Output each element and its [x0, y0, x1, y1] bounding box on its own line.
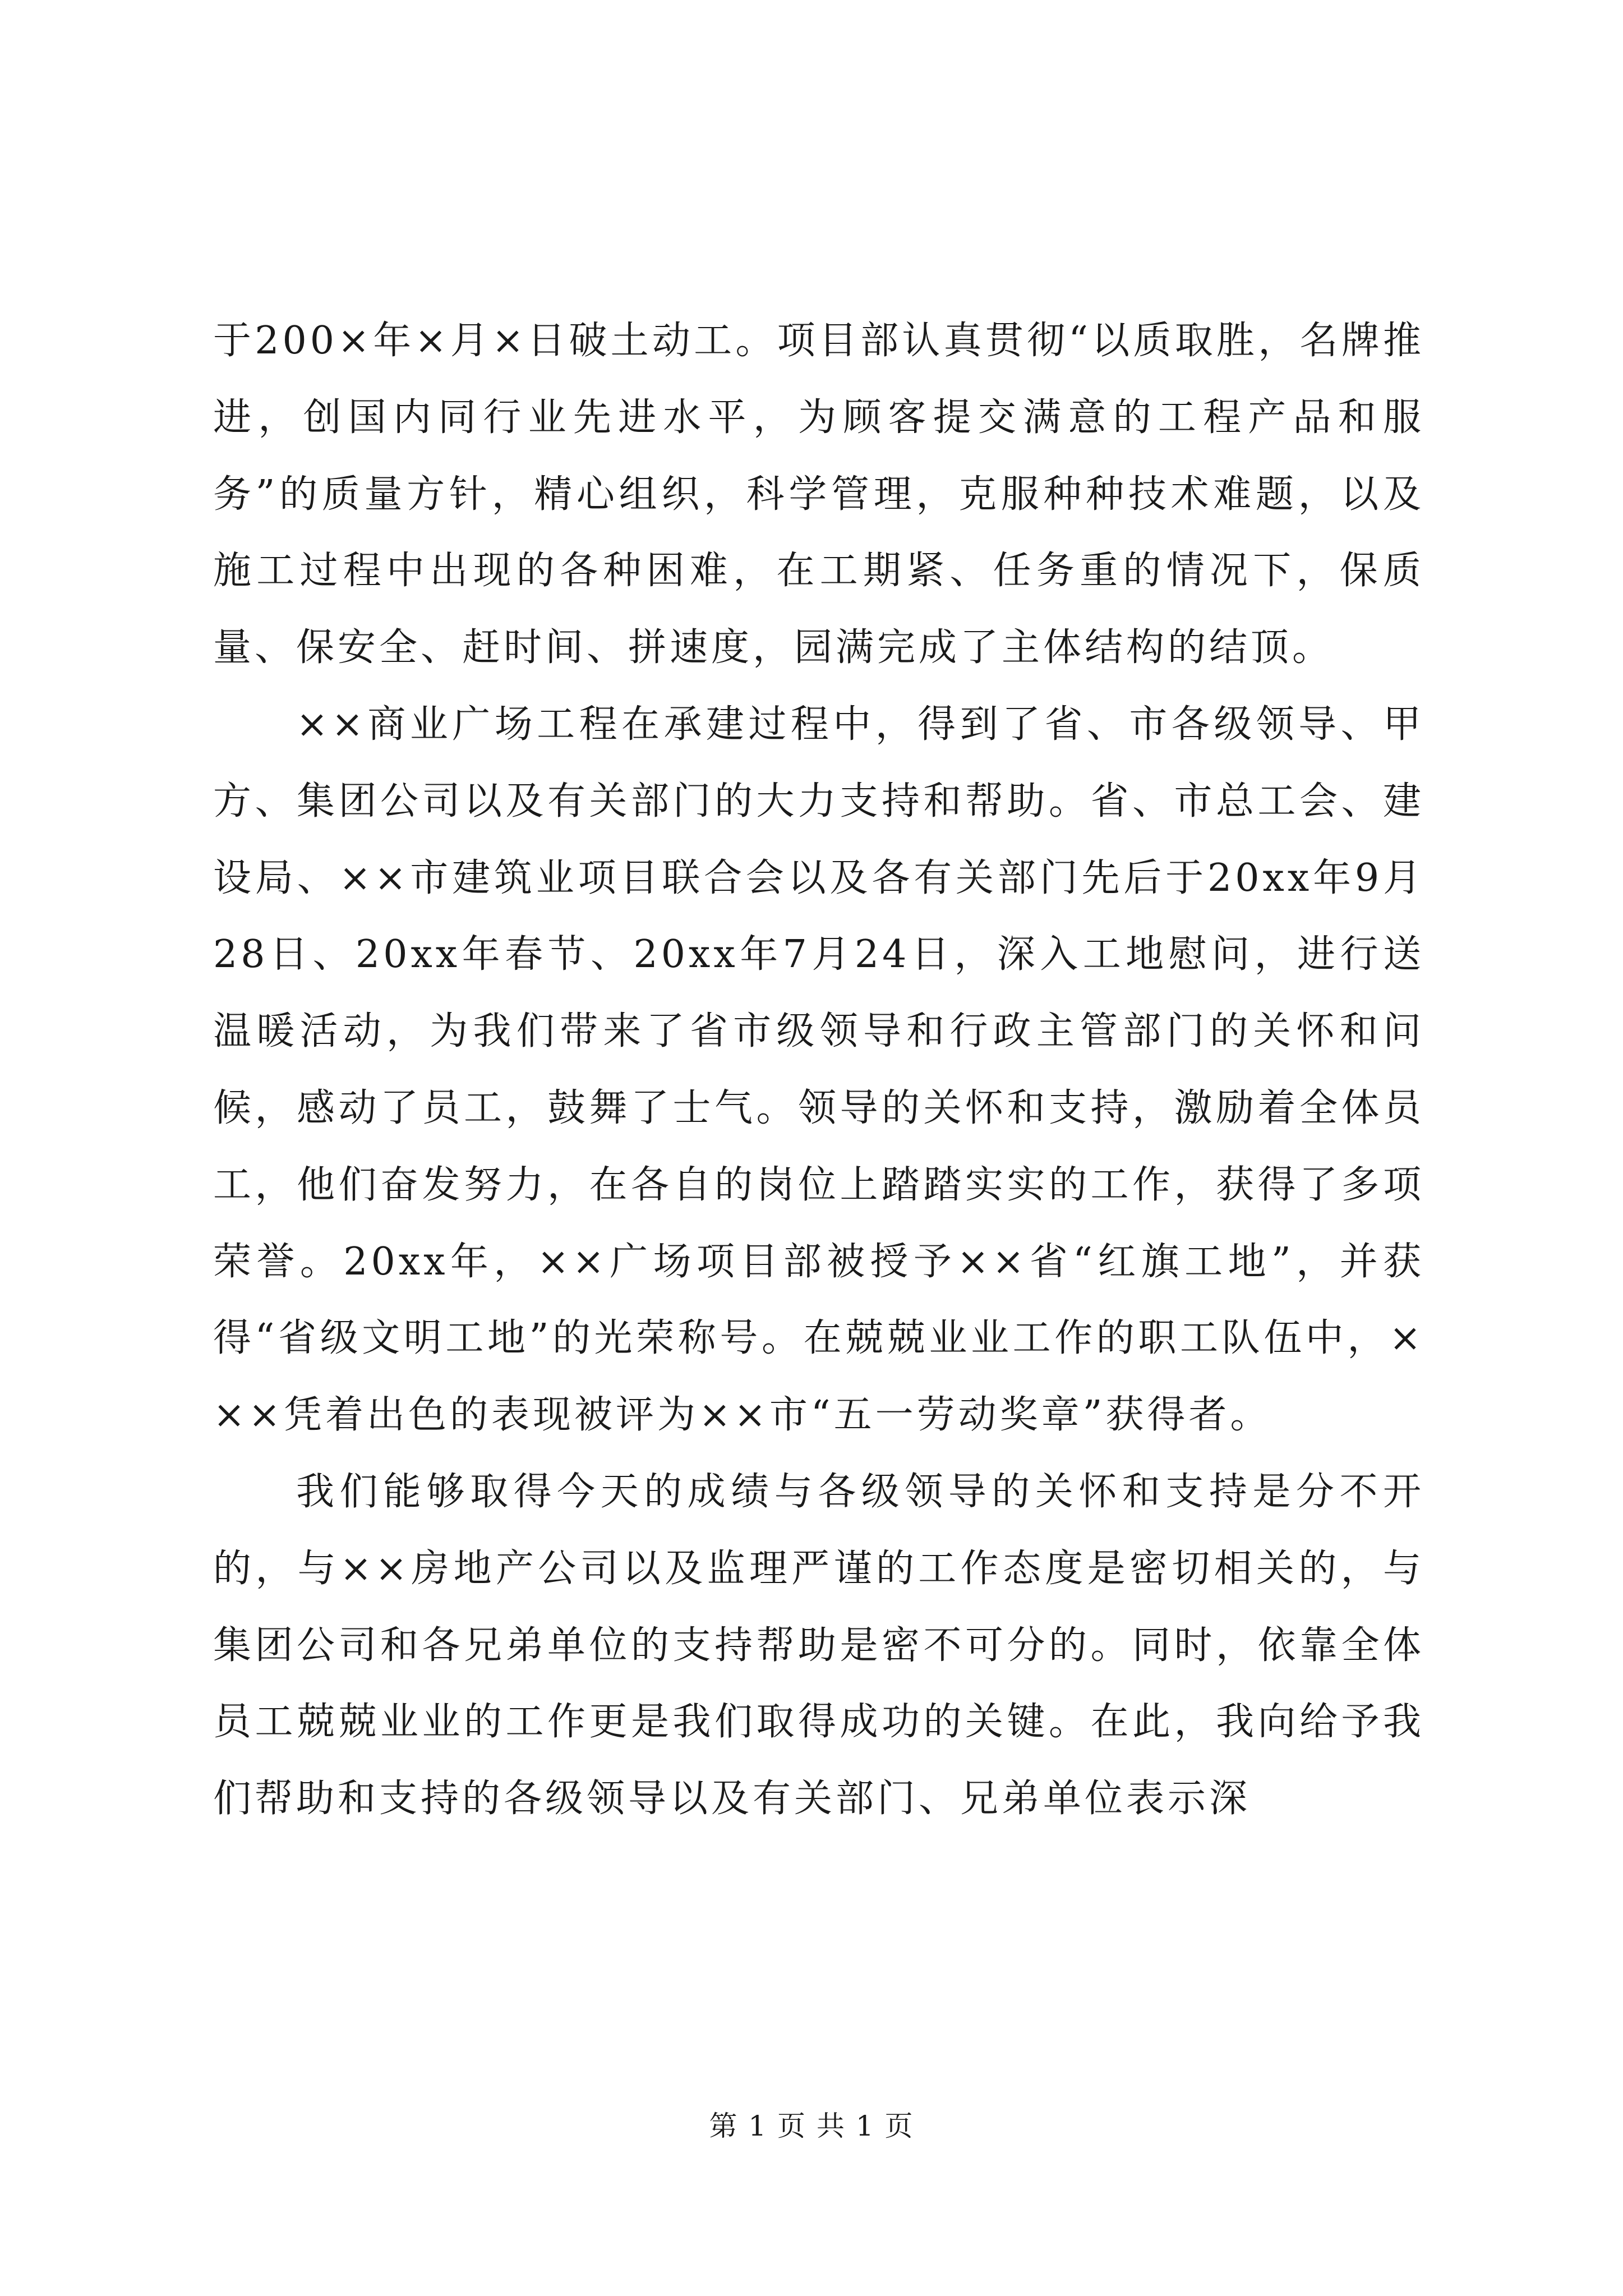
paragraph-2: ××商业广场工程在承建过程中，得到了省、市各级领导、甲方、集团公司以及有关部门的大力支持和帮助。省、市总工会、建设局、××市建筑业项目联合会以及各有关部门先后于20xx年9月28日、20xx年春节、20xx年7月24日，深入工地慰问，进行送温暖活动，为我们带来了省市级领导和行政主管部门的关怀和问候，感动了员工，鼓舞了士气。领导的关怀和支持，激励着全体员工，他们奋发努力，在各自的岗位上踏踏实实的工作，获得了多项荣誉。20xx年，××广场项目部被授予××省“红旗工地”，并获得“省级文明工地”的光荣称号。在兢兢业业工作的职工队伍中，×××凭着出色的表现被评为××市“五一劳动奖章”获得者。: [213, 702, 1424, 1438]
paragraph-1: 于200×年×月×日破土动工。项目部认真贯彻“以质取胜，名牌推进，创国内同行业先进水平，为顾客提交满意的工程产品和服务”的质量方针，精心组织，科学管理，克服种种技术难题，以及施工过程中出现的各种困难，在工期紧、任务重的情况下，保质量、保安全、赶时间、拼速度，园满完成了主体结构的结顶。: [213, 319, 1424, 670]
page-footer: 第 1 页 共 1 页: [709, 2110, 914, 2142]
paragraph-3: 我们能够取得今天的成绩与各级领导的关怀和支持是分不开的，与××房地产公司以及监理严谨的工作态度是密切相关的，与集团公司和各兄弟单位的支持帮助是密不可分的。同时，依靠全体员工兢兢业业的工作更是我们取得成功的关键。在此，我向给予我们帮助和支持的各级领导以及有关部门、兄弟单位表示深: [213, 1469, 1424, 1821]
document-body: [213, 303, 1424, 1838]
